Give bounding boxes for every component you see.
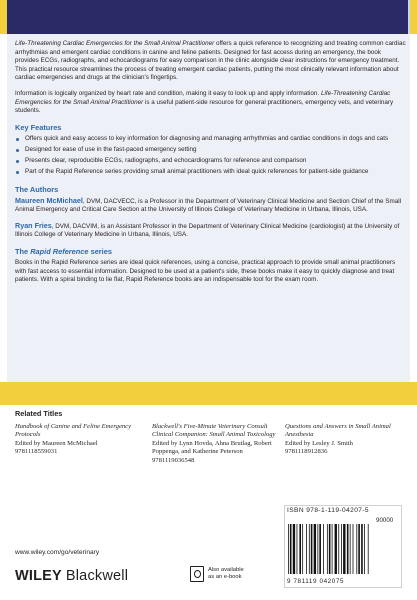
barcode-bar: [361, 524, 363, 574]
related-title-3-editor: Edited by Lesley J. Smith: [285, 439, 353, 447]
author-1-bio: [15, 197, 406, 215]
series-heading-post: series: [88, 247, 112, 256]
barcode-bar: [323, 524, 324, 574]
ebook-line-1: Also available: [208, 567, 244, 573]
author-2-name: Ryan Fries: [15, 220, 52, 230]
ebook-line-2: as an e-book: [208, 574, 242, 580]
related-title-1: [15, 423, 140, 457]
series-heading: [15, 247, 406, 256]
barcode-bar: [350, 524, 351, 574]
related-title-1-editor: Edited by Maureen McMichael: [15, 439, 98, 447]
intro-paragraph-2: [15, 90, 406, 116]
book-title-italic: Life-Threatening Cardiac Emergencies for the Small Animal Practitioner: [15, 40, 215, 47]
barcode-bar: [288, 524, 289, 574]
related-title-2: [152, 423, 280, 465]
feature-item: Designed for ease of use in the fast-paced emergency setting: [15, 146, 406, 155]
series-description: Books in the Rapid Reference series are ideal quick references, using a concise, practical approach to provide small animal practitioners with fast access to essential information. Designed to be used at a patient's side, these books make it easy to quickly diagnose and treat patients. With a spiral binding to lie flat, Rapid Reference books are an indispensable tool for the exam room.: [15, 259, 396, 284]
related-title-1-isbn: 9781118559031: [15, 448, 58, 456]
ebook-icon: [190, 566, 204, 582]
top-band: [0, 0, 417, 34]
yellow-band: [0, 382, 417, 405]
author-2-text: , DVM, DACVIM, is an Assistant Professor in the Department of Veterinary Clinical Medicine (cardiologist) at the University of Illinois College of Veterinary Medicine in Urbana, Illinois, USA.: [15, 222, 400, 239]
related-titles-label: Related Titles: [15, 409, 63, 418]
barcode-bar: [293, 524, 295, 574]
barcode-bar: [309, 524, 310, 574]
intro-p2-start: Information is logically organized by heart rate and condition, making it easy to look up and apply information.: [15, 89, 320, 97]
barcode-bar: [302, 524, 303, 574]
wiley-blackwell-logo: [15, 568, 128, 584]
key-features-heading: Key Features: [15, 122, 62, 132]
barcode-bar: [347, 524, 349, 574]
barcode-bar: [343, 524, 345, 574]
barcode-bar: [317, 524, 318, 574]
authors-heading: The Authors: [15, 184, 59, 194]
series-heading-pre: The: [15, 247, 31, 256]
related-title-2-isbn: 9781119036548: [152, 456, 195, 464]
barcode-digits: 9 781119 042075: [287, 578, 345, 585]
price-code: 90000: [376, 517, 394, 524]
author-1-name: Maureen McMichael: [15, 195, 83, 205]
blackwell-wordmark: Blackwell: [65, 568, 129, 584]
barcode-bars: [287, 524, 399, 574]
related-title-1-name: Handbook of Canine and Feline Emergency Protocols: [15, 423, 132, 439]
barcode-bar: [327, 524, 328, 574]
top-right-accent: [410, 0, 417, 34]
related-title-3-name: Questions and Answers in Small Animal Anesthesia: [285, 423, 391, 439]
author-2-bio: [15, 222, 406, 240]
barcode-bar: [290, 524, 292, 574]
barcode-bar: [297, 524, 298, 574]
ebook-notice: [208, 567, 244, 581]
wiley-wordmark: WILEY: [15, 568, 62, 584]
feature-item: Offers quick and easy access to key information for diagnosing and managing arrhythmias and cardiac conditions in dogs and cats: [15, 135, 406, 144]
barcode-bar: [332, 524, 333, 574]
barcode-bar: [356, 524, 357, 574]
barcode-bar: [314, 524, 316, 574]
barcode-bar: [364, 524, 365, 574]
barcode-bar: [335, 524, 337, 574]
barcode-bar: [358, 524, 360, 574]
barcode-bar: [306, 524, 307, 574]
top-left-accent: [0, 0, 7, 34]
barcode-bar: [368, 524, 369, 574]
barcode-bar: [311, 524, 313, 574]
publisher-website: www.wiley.com/go/veterinary: [15, 549, 100, 556]
intro-p1-text: offers a quick reference to recognizing and treating common cardiac arrhythmias and emergent cardiac conditions in canine and feline patients. Designed for fast access during an emergency, the book provides ECGs, radiographs, and echocardiograms for easy comparison in the clinic alongside clear instructions for emergency treatment. This practical resource streamlines the process of treating emergent cardiac patients, putting the most clinically relevant information about cardiac emergencies and drugs at the clinician's fingertips.: [15, 40, 406, 82]
author-1-text: , DVM, DACVECC, is a Professor in the Department of Veterinary Clinical Medicine and Section Chief of the Small Animal Emergency and Critical Care Section at the University of Illinois College of Veterinary Medicine in Urbana, Illinois, USA.: [15, 197, 402, 214]
feature-item: Presents clear, reproducible ECGs, radiographs, and echocardiograms for reference and comparison: [15, 157, 406, 166]
key-features-list: [15, 135, 406, 177]
related-title-2-editor: Edited by Lynn Hovda, Ahna Brutlag, Robert Poppenga, and Katherine Peterson: [152, 439, 272, 456]
description-content: [15, 40, 406, 292]
barcode-bar: [338, 524, 339, 574]
isbn-text: ISBN 978-1-119-04207-5: [287, 507, 369, 514]
related-title-3: [285, 423, 410, 457]
barcode-bar: [329, 524, 331, 574]
related-title-2-name: Blackwell's Five-Minute Veterinary Consult Clinical Companion: Small Animal Toxicology: [152, 423, 276, 439]
barcode-bar: [299, 524, 301, 574]
barcode-bar: [341, 524, 342, 574]
related-title-3-isbn: 9781118912836: [285, 448, 328, 456]
barcode-bar: [319, 524, 321, 574]
book-title-italic-2: Life-Threatening Cardiac Emergencies for the Small Animal Practitioner: [15, 89, 391, 106]
intro-p2-text: is a useful patient-side resource for general practitioners, emergency vets, and veterinary students.: [15, 98, 394, 115]
barcode-bar: [353, 524, 354, 574]
intro-paragraph-1: [15, 40, 406, 83]
feature-item: Part of the Rapid Reference series providing small animal practitioners with ideal quick references for patient-side guidance: [15, 168, 406, 177]
series-heading-italic: Rapid Reference: [30, 247, 89, 256]
